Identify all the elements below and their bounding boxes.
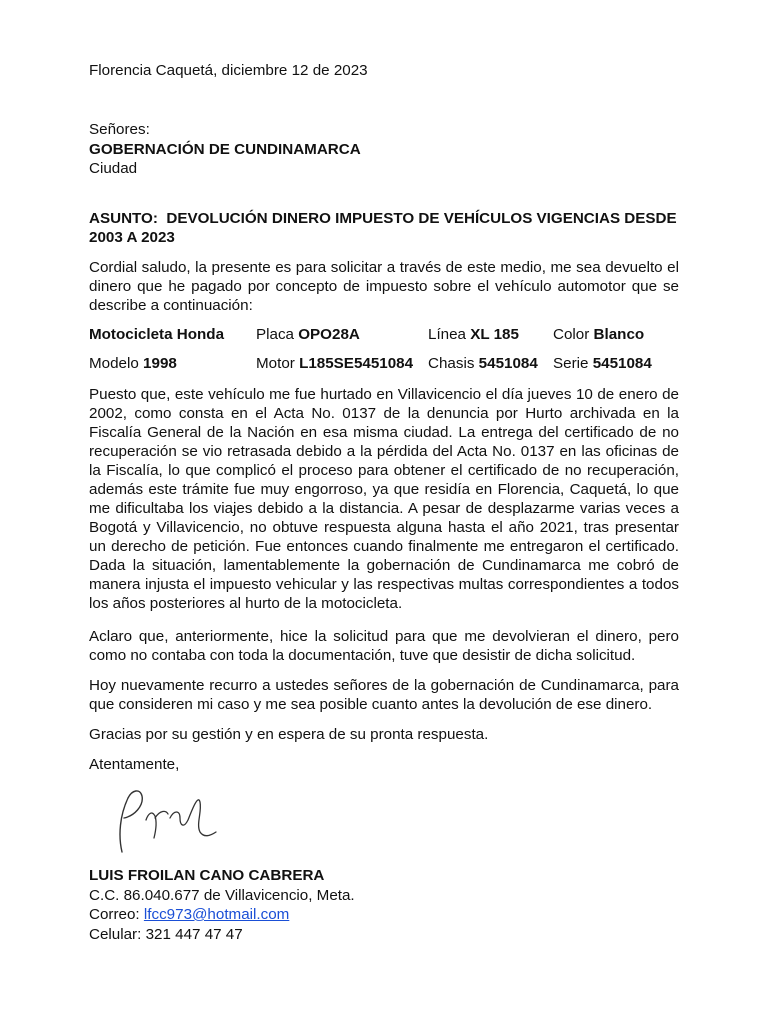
vehicle-modelo [89, 355, 177, 372]
signature-image [100, 780, 220, 860]
vehicle-type: Motocicleta Honda [89, 326, 225, 343]
linea-value: XL 185 [470, 326, 519, 343]
vehicle-placa [256, 326, 360, 343]
thanks-paragraph: Gracias por su gestión y en espera de su pronta respuesta. [89, 726, 489, 743]
intro-paragraph: Cordial saludo, la presente es para solicitar a través de este medio, me sea devuelto el dinero que he pagado por concepto de impuesto sobre el vehículo automotor que se describe a continuación: [89, 259, 679, 314]
closing: Atentamente, [89, 756, 180, 773]
body-paragraph-2: Aclaro que, anteriormente, hice la solicitud para que me devolvieran el dinero, pero como no contaba con toda la documentación, tuve que desistir de dicha solicitud. [89, 628, 679, 664]
modelo-label: Modelo [89, 355, 139, 372]
motor-label: Motor [256, 355, 295, 372]
phone-label: Celular: [89, 926, 142, 943]
subject [89, 209, 679, 247]
signer-name: LUIS FROILAN CANO CABRERA [89, 867, 325, 884]
chasis-label: Chasis [428, 355, 475, 372]
placa-value: OPO28A [298, 326, 360, 343]
email-link[interactable]: lfcc973@hotmail.com [143, 906, 290, 923]
motor-value: L185SE5451084 [299, 355, 414, 372]
vehicle-linea [428, 326, 519, 343]
subject-text: DEVOLUCIÓN DINERO IMPUESTO DE VEHÍCULOS VIGENCIAS DESDE 2003 A 2023 [89, 210, 677, 246]
email-label: Correo: [89, 906, 140, 923]
color-label: Color [553, 326, 590, 343]
vehicle-motor [256, 355, 413, 372]
recipient: GOBERNACIÓN DE CUNDINAMARCA [89, 141, 361, 158]
signer-email [89, 906, 289, 923]
linea-label: Línea [428, 326, 467, 343]
recipient-city: Ciudad [89, 160, 138, 177]
vehicle-chasis [428, 355, 538, 372]
vehicle-serie [553, 355, 652, 372]
subject-label: ASUNTO: [89, 210, 158, 227]
vehicle-color [553, 326, 644, 343]
color-value: Blanco [593, 326, 645, 343]
placa-label: Placa [256, 326, 294, 343]
signer-id: C.C. 86.040.677 de Villavicencio, Meta. [89, 887, 355, 904]
signer-phone [89, 926, 243, 943]
chasis-value: 5451084 [478, 355, 538, 372]
serie-value: 5451084 [592, 355, 652, 372]
body-paragraph-3: Hoy nuevamente recurro a ustedes señores de la gobernación de Cundinamarca, para que consideren mi caso y me sea posible cuanto antes la devolución de ese dinero. [89, 677, 679, 713]
body-paragraph-1: Puesto que, este vehículo me fue hurtado en Villavicencio el día jueves 10 de enero de 2002, como consta en el Acta No. 0137 de la denuncia por Hurto archivada en la Fiscalía General de la Nación en esa misma ciudad. La entrega del certificado de no recuperación se vio retrasada debido a la pérdida del Acta No. 0137 en las oficinas de la Fiscalía, lo que complicó el proceso para obtener el certificado de no recuperación, además este trámite fue muy engorroso, ya que residía en Florencia, Caquetá, lo que me dificultaba los viajes debido a la distancia. A pesar de desplazarme varias veces a Bogotá y Villavicencio, no obtuve respuesta alguna hasta el año 2021, tras presentar un derecho de petición. Fue entonces cuando finalmente me entregaron el certificado. Dada la situación, lamentablemente la gobernación de Cundinamarca me cobró de manera injusta el impuesto vehicular y las respectivas multas correspondientes a todos los años posteriores al hurto de la motocicleta. [89, 386, 679, 612]
salutation-line: Señores: [89, 121, 150, 138]
serie-label: Serie [553, 355, 589, 372]
modelo-value: 1998 [143, 355, 177, 372]
place-date: Florencia Caquetá, diciembre 12 de 2023 [89, 62, 368, 79]
phone-value: 321 447 47 47 [145, 926, 243, 943]
